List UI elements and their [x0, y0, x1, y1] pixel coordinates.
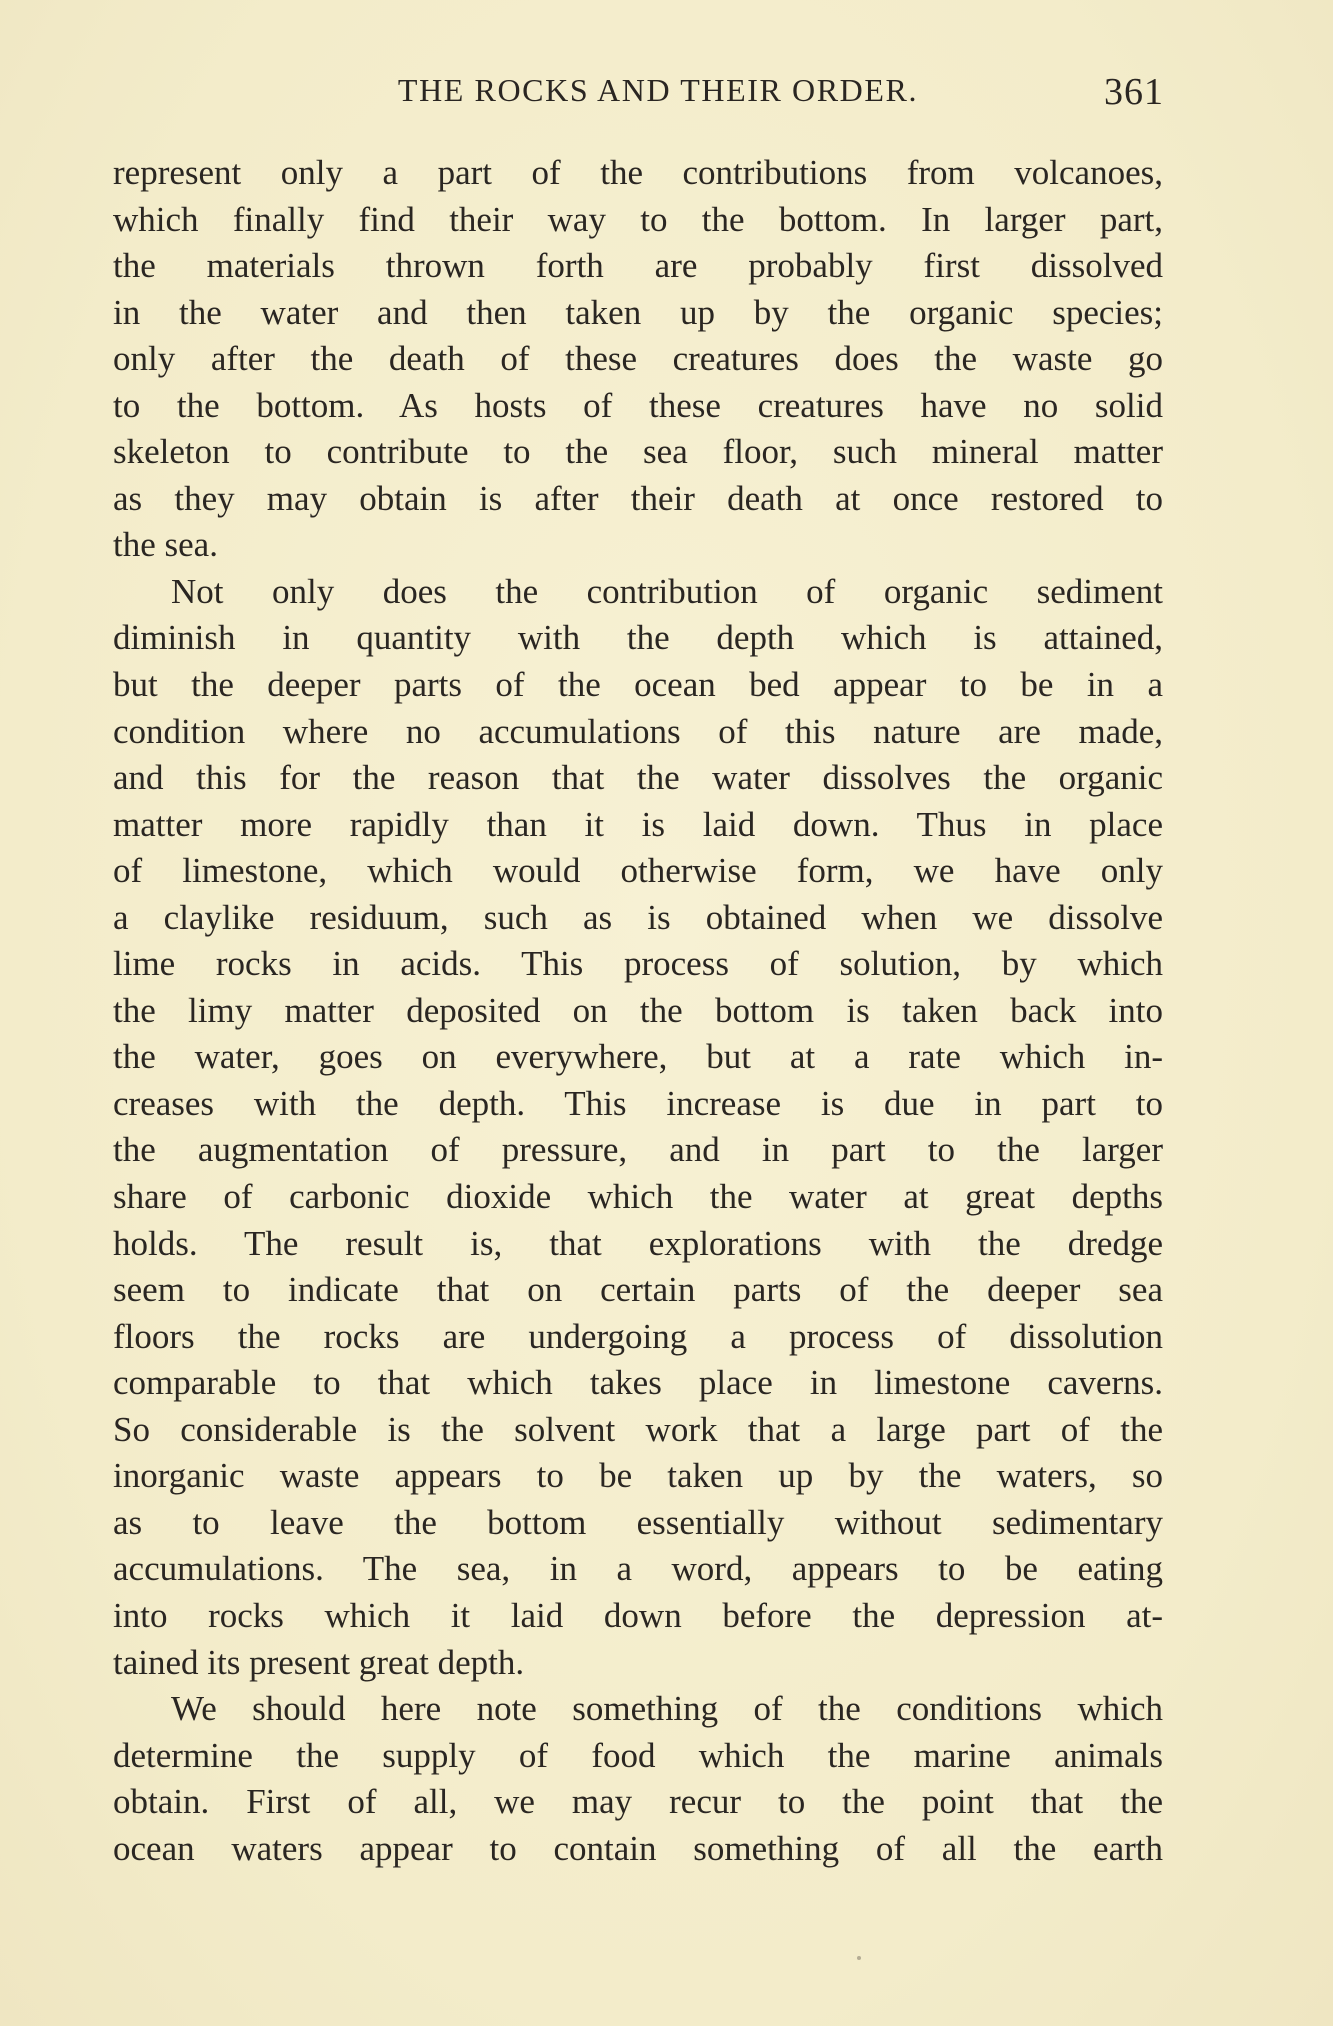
text-line: the water, goes on everywhere, but at a rate which in-: [113, 1037, 1163, 1077]
text-line: condition where no accumulations of this nature are made,: [113, 711, 1163, 751]
running-head: [112, 66, 1164, 116]
page-number: 361: [1104, 71, 1164, 113]
text-line: comparable to that which takes place in limestone caverns.: [113, 1363, 1163, 1403]
text-line: in the water and then taken up by the organic species;: [113, 292, 1163, 332]
text-line: of limestone, which would otherwise form, we have only: [113, 851, 1163, 891]
text-line: the materials thrown forth are probably first dissolved: [113, 246, 1163, 286]
text-line: as they may obtain is after their death at once restored to: [113, 478, 1163, 518]
text-line: seem to indicate that on certain parts of the deeper sea: [113, 1270, 1163, 1310]
text-line: floors the rocks are undergoing a process of dissolution: [113, 1316, 1163, 1356]
text-line: as to leave the bottom essentially without sedimentary: [113, 1502, 1163, 1542]
text-line: accumulations. The sea, in a word, appears to be eating: [113, 1549, 1163, 1589]
text-line: creases with the depth. This increase is due in part to: [113, 1083, 1163, 1123]
text-line: but the deeper parts of the ocean bed appear to be in a: [113, 665, 1163, 705]
text-line: determine the supply of food which the marine animals: [113, 1735, 1163, 1775]
text-line: ocean waters appear to contain something of all the earth: [113, 1828, 1163, 1868]
text-line: to the bottom. As hosts of these creatures have no solid: [113, 385, 1163, 425]
text-line: We should here note something of the conditions which: [171, 1689, 1163, 1729]
text-line: into rocks which it laid down before the depression at-: [113, 1595, 1163, 1635]
text-line: obtain. First of all, we may recur to the point that the: [113, 1782, 1163, 1822]
text-line: inorganic waste appears to be taken up by the waters, so: [113, 1456, 1163, 1496]
text-line: matter more rapidly than it is laid down. Thus in place: [113, 804, 1163, 844]
text-line: and this for the reason that the water dissolves the organic: [113, 758, 1163, 798]
text-line: the sea.: [113, 525, 218, 565]
text-line: skeleton to contribute to the sea floor, such mineral matter: [113, 432, 1163, 472]
text-line: the limy matter deposited on the bottom is taken back into: [113, 990, 1163, 1030]
text-line: lime rocks in acids. This process of solution, by which: [113, 944, 1163, 984]
text-line: tained its present great depth.: [113, 1642, 525, 1682]
text-line: share of carbonic dioxide which the water at great depths: [113, 1177, 1163, 1217]
text-line: represent only a part of the contributions from volcanoes,: [113, 153, 1163, 192]
text-line: Not only does the contribution of organic sediment: [171, 571, 1163, 611]
running-title: THE ROCKS AND THEIR ORDER.: [397, 72, 919, 108]
text-line: So considerable is the solvent work that a large part of the: [113, 1409, 1163, 1449]
body-text: [113, 150, 1163, 1872]
text-line: diminish in quantity with the depth which is attained,: [113, 618, 1163, 658]
paper-speck: [857, 1956, 861, 1960]
text-line: which finally find their way to the bottom. In larger part,: [113, 199, 1163, 239]
text-line: the augmentation of pressure, and in part to the larger: [113, 1130, 1163, 1170]
text-line: a claylike residuum, such as is obtained when we dissolve: [113, 897, 1163, 937]
text-line: only after the death of these creatures does the waste go: [113, 339, 1163, 379]
text-line: holds. The result is, that explorations with the dredge: [113, 1223, 1163, 1263]
